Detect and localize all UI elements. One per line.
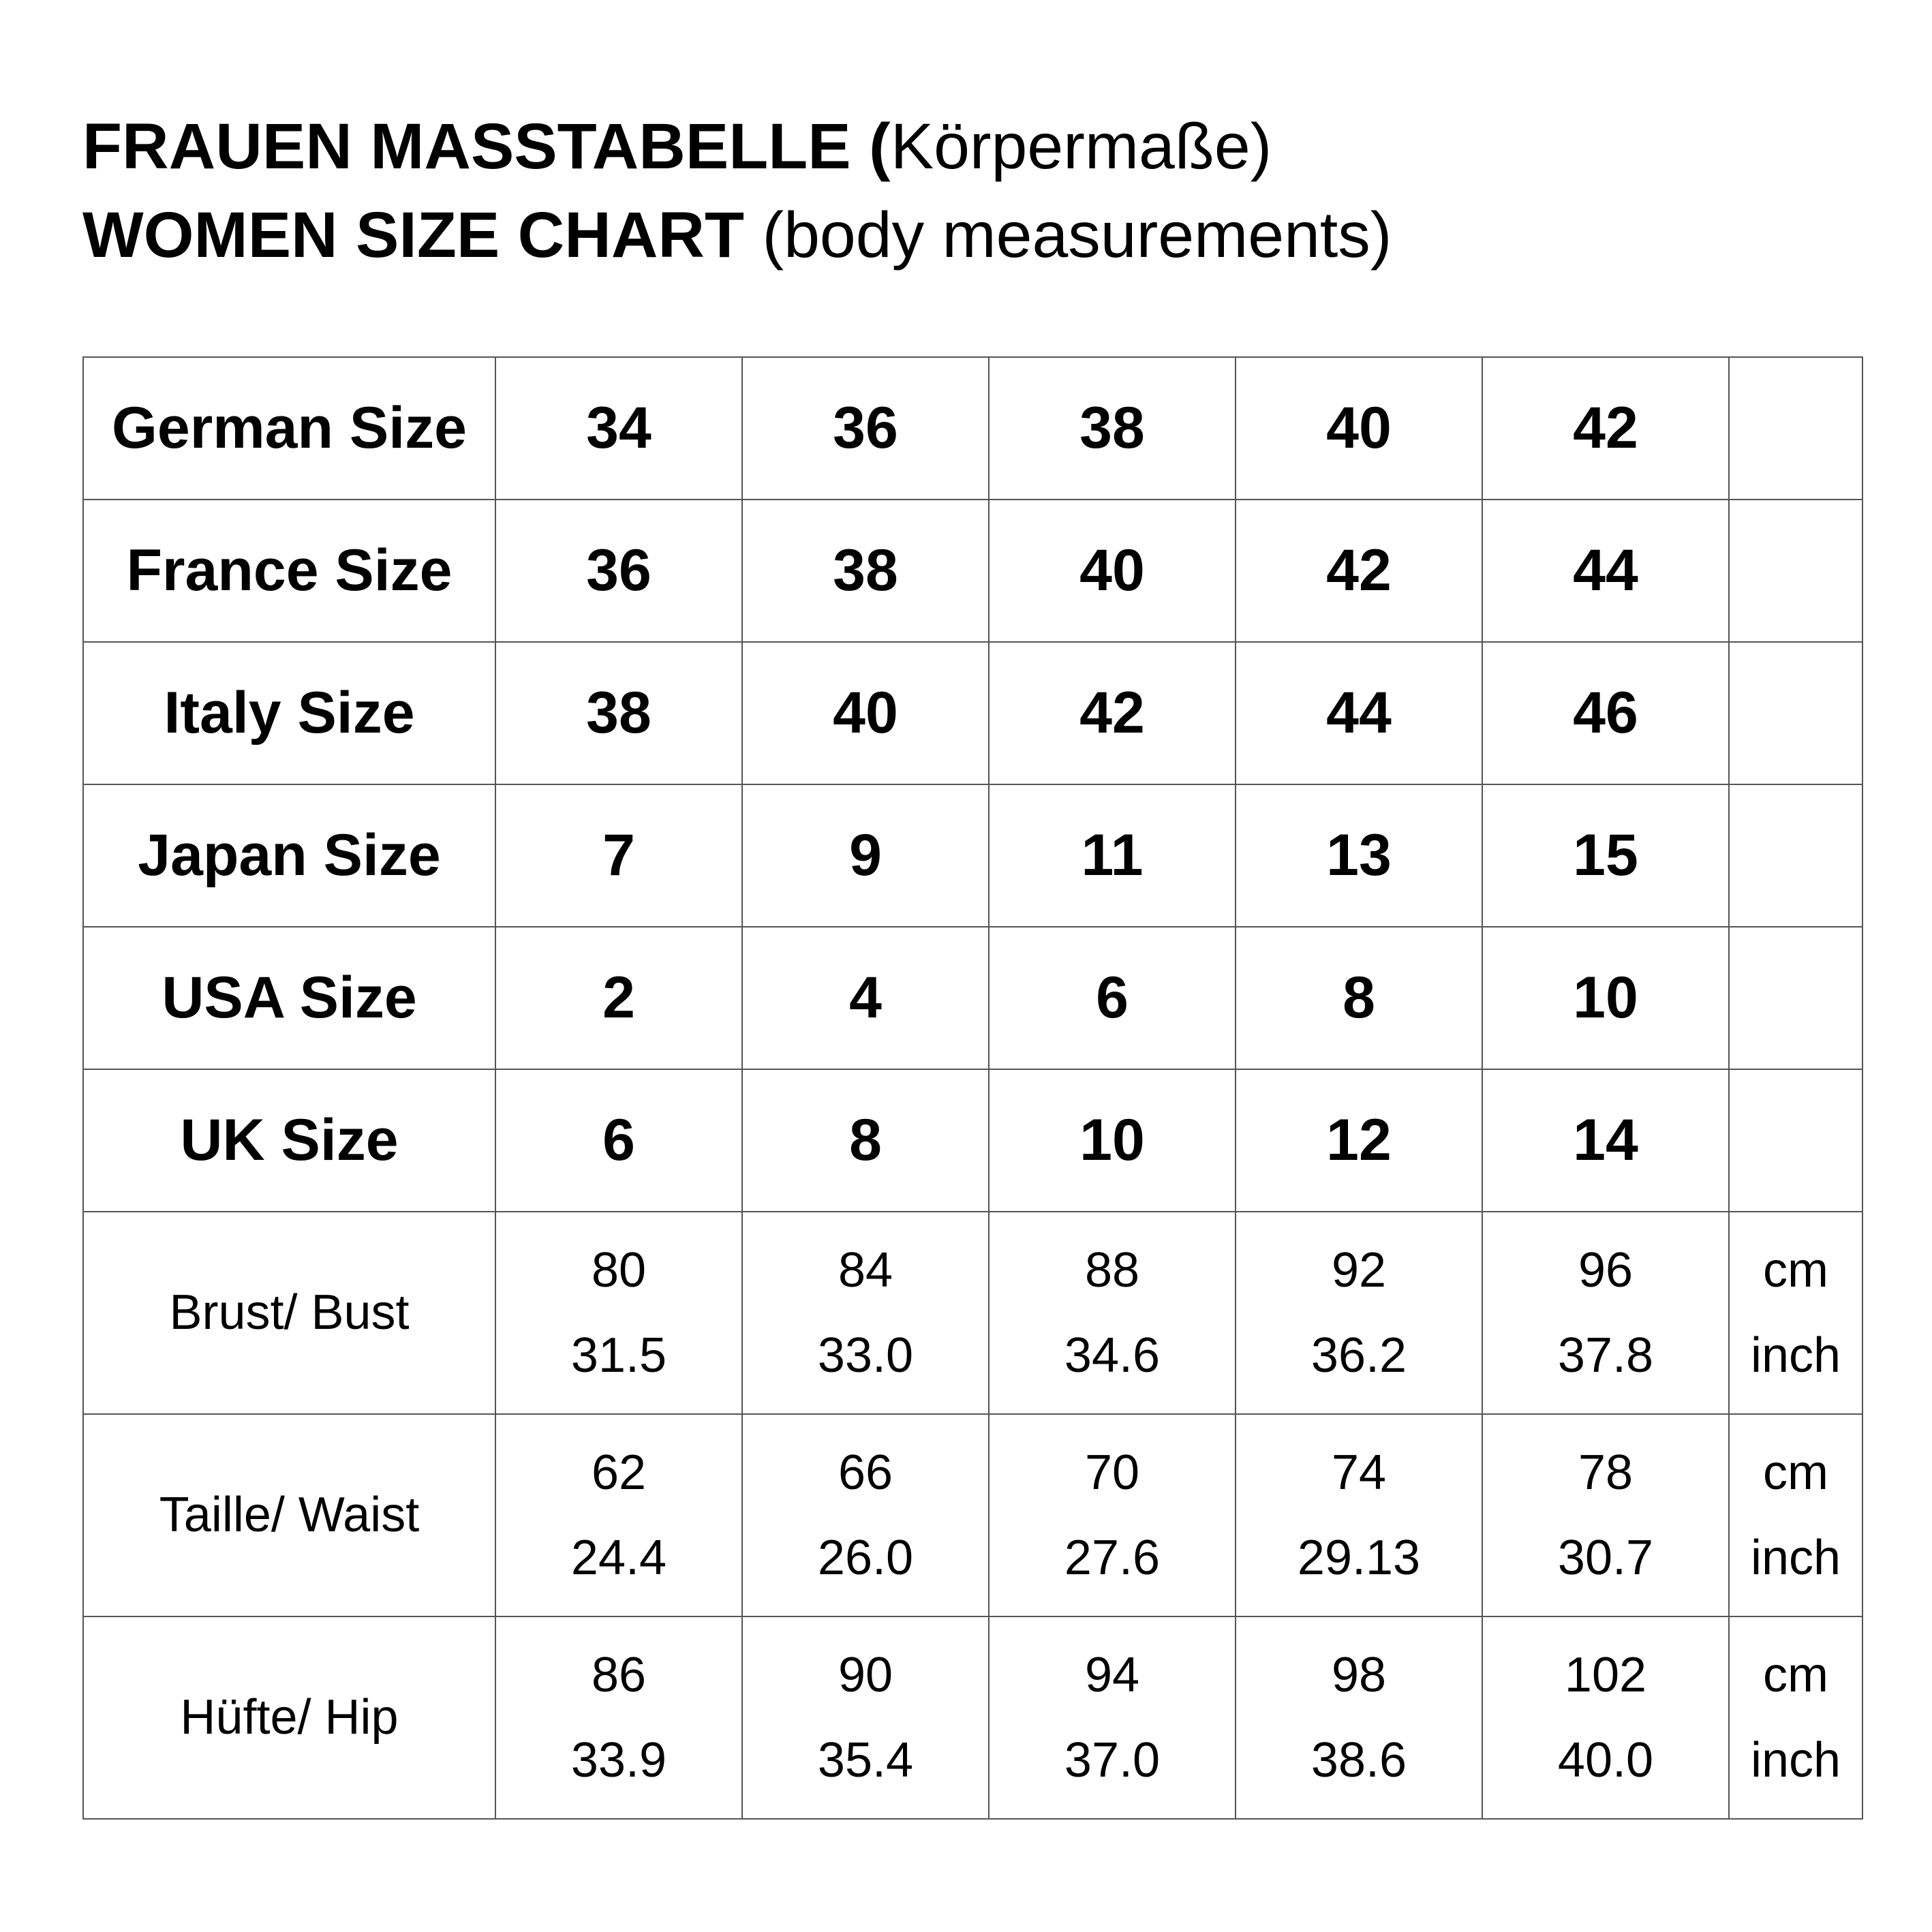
value-inch: 37.0	[1064, 1732, 1161, 1788]
measure-cell	[495, 1414, 742, 1616]
unit-inch: inch	[1750, 1328, 1841, 1383]
size-cell: 46	[1482, 642, 1729, 784]
unit-cell	[1729, 1616, 1862, 1819]
value-cm: 62	[591, 1445, 647, 1500]
row-label: Taille/ Waist	[83, 1414, 495, 1616]
row-label: USA Size	[83, 927, 495, 1069]
size-cell: 14	[1482, 1069, 1729, 1212]
value-inch: 27.6	[1064, 1530, 1161, 1585]
table-row-france-size	[83, 500, 1862, 642]
measure-cell	[989, 1616, 1236, 1819]
value-cm: 66	[838, 1445, 893, 1500]
value-inch: 40.0	[1557, 1732, 1654, 1788]
table-row-uk-size	[83, 1069, 1862, 1212]
row-label: France Size	[83, 500, 495, 642]
row-label: Japan Size	[83, 784, 495, 927]
table-row-japan-size	[83, 784, 1862, 927]
value-cm: 94	[1084, 1647, 1140, 1702]
title-german	[82, 102, 1392, 191]
size-cell: 42	[989, 642, 1236, 784]
unit-inch: inch	[1750, 1732, 1841, 1788]
title-english	[82, 191, 1392, 279]
empty-cell	[1729, 500, 1862, 642]
size-cell: 44	[1236, 642, 1482, 784]
value-cm: 88	[1084, 1242, 1140, 1298]
value-cm: 84	[838, 1242, 893, 1298]
value-cm: 102	[1564, 1647, 1647, 1702]
size-cell: 38	[742, 500, 989, 642]
title-german-bold: FRAUEN MASSTABELLE (	[82, 110, 891, 183]
value-cm: 90	[838, 1647, 893, 1702]
size-cell: 8	[742, 1069, 989, 1212]
measure-cell	[1236, 1212, 1482, 1414]
value-inch: 34.6	[1064, 1328, 1161, 1383]
value-cm: 74	[1331, 1445, 1387, 1500]
empty-cell	[1729, 927, 1862, 1069]
size-cell: 4	[742, 927, 989, 1069]
size-cell: 6	[495, 1069, 742, 1212]
value-inch: 26.0	[817, 1530, 914, 1585]
size-cell: 44	[1482, 500, 1729, 642]
title-english-bold: WOMEN SIZE CHART	[82, 199, 745, 271]
value-cm: 70	[1084, 1445, 1140, 1500]
row-label: UK Size	[83, 1069, 495, 1212]
size-chart-table	[82, 356, 1863, 1820]
value-inch: 24.4	[570, 1530, 667, 1585]
value-cm: 80	[591, 1242, 647, 1298]
size-cell: 9	[742, 784, 989, 927]
value-inch: 38.6	[1310, 1732, 1407, 1788]
size-cell: 10	[989, 1069, 1236, 1212]
size-cell: 13	[1236, 784, 1482, 927]
size-cell: 7	[495, 784, 742, 927]
measure-cell	[1482, 1414, 1729, 1616]
measure-cell	[989, 1212, 1236, 1414]
size-cell: 36	[742, 357, 989, 500]
size-cell: 10	[1482, 927, 1729, 1069]
size-cell: 8	[1236, 927, 1482, 1069]
measure-cell	[1482, 1616, 1729, 1819]
size-cell: 6	[989, 927, 1236, 1069]
unit-cell	[1729, 1414, 1862, 1616]
size-cell: 38	[989, 357, 1236, 500]
size-cell: 40	[1236, 357, 1482, 500]
value-inch: 30.7	[1557, 1530, 1654, 1585]
table-row-usa-size	[83, 927, 1862, 1069]
value-cm: 92	[1331, 1242, 1387, 1298]
size-cell: 42	[1236, 500, 1482, 642]
value-inch: 31.5	[570, 1328, 667, 1383]
value-cm: 86	[591, 1647, 647, 1702]
empty-cell	[1729, 784, 1862, 927]
value-inch: 33.0	[817, 1328, 914, 1383]
unit-cm: cm	[1763, 1445, 1828, 1500]
value-cm: 78	[1578, 1445, 1634, 1500]
empty-cell	[1729, 357, 1862, 500]
size-cell: 42	[1482, 357, 1729, 500]
size-cell: 38	[495, 642, 742, 784]
row-label: Italy Size	[83, 642, 495, 784]
table-row-waist	[83, 1414, 1862, 1616]
size-cell: 36	[495, 500, 742, 642]
value-inch: 36.2	[1310, 1328, 1407, 1383]
size-cell: 40	[742, 642, 989, 784]
size-cell: 34	[495, 357, 742, 500]
page-title	[82, 102, 1392, 279]
value-inch: 29.13	[1297, 1530, 1421, 1585]
table-row-german-size	[83, 357, 1862, 500]
size-cell: 11	[989, 784, 1236, 927]
empty-cell	[1729, 642, 1862, 784]
value-cm: 98	[1331, 1647, 1387, 1702]
unit-inch: inch	[1750, 1530, 1841, 1585]
table-row-hip	[83, 1616, 1862, 1819]
measure-cell	[742, 1212, 989, 1414]
value-inch: 33.9	[570, 1732, 667, 1788]
measure-cell	[1236, 1616, 1482, 1819]
value-inch: 35.4	[817, 1732, 914, 1788]
row-label: Hüfte/ Hip	[83, 1616, 495, 1819]
table-row-bust	[83, 1212, 1862, 1414]
size-cell: 15	[1482, 784, 1729, 927]
row-label: German Size	[83, 357, 495, 500]
value-cm: 96	[1578, 1242, 1634, 1298]
size-cell: 12	[1236, 1069, 1482, 1212]
title-english-subtitle: (body measurements)	[744, 199, 1392, 271]
size-cell: 2	[495, 927, 742, 1069]
size-cell: 40	[989, 500, 1236, 642]
measure-cell	[495, 1212, 742, 1414]
measure-cell	[742, 1616, 989, 1819]
measure-cell	[1482, 1212, 1729, 1414]
unit-cm: cm	[1763, 1647, 1828, 1702]
measure-cell	[742, 1414, 989, 1616]
unit-cm: cm	[1763, 1242, 1828, 1298]
measure-cell	[495, 1616, 742, 1819]
title-german-subtitle: Körpermaße)	[890, 110, 1272, 183]
measure-cell	[989, 1414, 1236, 1616]
value-inch: 37.8	[1557, 1328, 1654, 1383]
row-label: Brust/ Bust	[83, 1212, 495, 1414]
empty-cell	[1729, 1069, 1862, 1212]
table-row-italy-size	[83, 642, 1862, 784]
measure-cell	[1236, 1414, 1482, 1616]
unit-cell	[1729, 1212, 1862, 1414]
